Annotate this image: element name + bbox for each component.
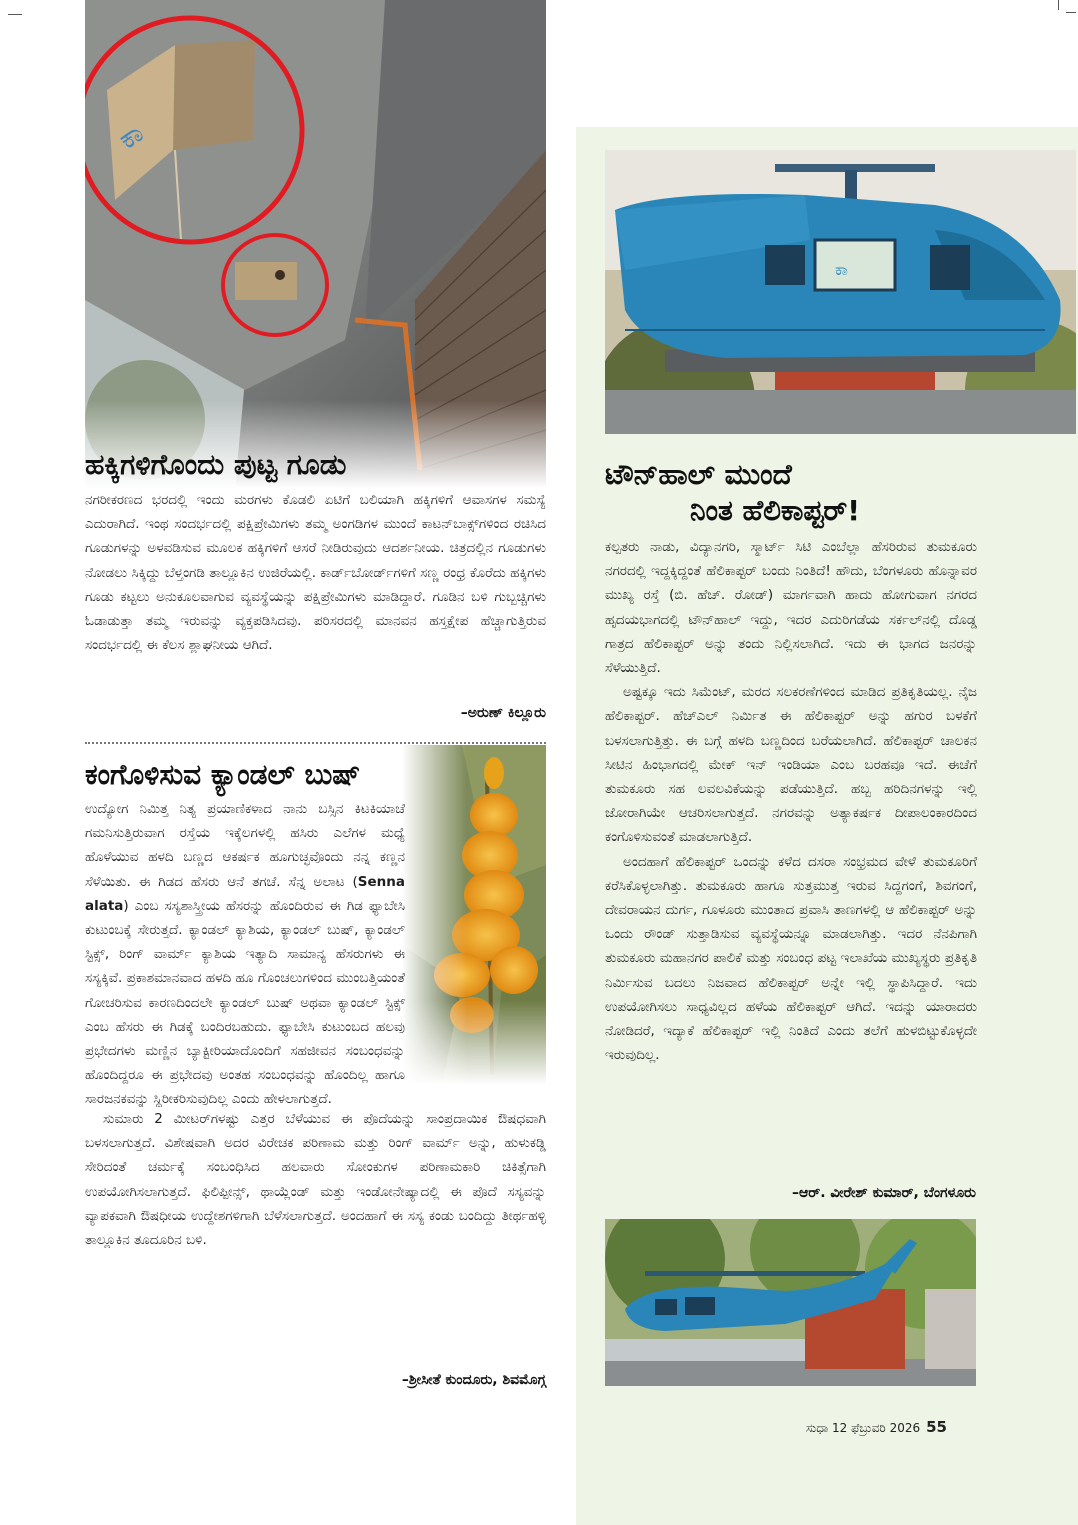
story3-paragraph-1: ಕಲ್ಪತರು ನಾಡು, ವಿದ್ಯಾನಗರಿ, ಸ್ಮಾರ್ಟ್ ಸಿಟಿ ಎಂಬೆಲ್ಲಾ ಹೆಸರಿರುವ ತುಮಕೂರು ನಗರದಲ್ಲಿ ಇದ್ದಕ್ಕಿದ್ದಂತೆ ಹೆಲಿಕಾಪ್ಟರ್ ಬಂದು ನಿಂತಿದೆ! ಹೌದು, ಬೆಂಗಳೂರು ಹೊನ್ನಾವರ ಮುಖ್ಯ ರಸ್ತೆ (ಬಿ. ಹೆಚ್. ರೋಡ್) ಮಾರ್ಗವಾಗಿ ಹಾದು ಹೋಗುವಾಗ ನಗರದ ಹೃದಯಭಾಗದಲ್ಲಿ ಟೌನ್‌ಹಾಲ್ ಇದ್ದು, ಇದರ ಎದುರಿಗಡೆಯ ಸರ್ಕಲ್‌ನಲ್ಲಿ ದೊಡ್ಡ ಗಾತ್ರದ ಹೆಲಿಕಾಪ್ಟರ್ ಅನ್ನು ತಂದು ನಿಲ್ಲಿಸಲಾಗಿದೆ. ಇದು ಈ ಭಾಗದ ಜನರನ್ನು ಸೆಳೆಯುತ್ತಿದೆ. (605, 539, 977, 677)
story2-byline: –ಶ್ರೀಸೀತೆ ಕುಂದೂರು, ಶಿವಮೊಗ್ಗ (401, 1372, 546, 1388)
story1-byline: –ಅರುಣ್ ಕಿಲ್ಲೂರು (460, 705, 546, 721)
page-number: 55 (926, 1418, 947, 1436)
crop-mark-top-left (8, 14, 22, 29)
story2-paragraph-1 (85, 797, 405, 1107)
crop-mark-top-right-h (1066, 12, 1076, 13)
story2-body-wrapped (85, 797, 405, 1107)
story2-title: ಕಂಗೊಳಿಸುವ ಕ್ಯಾಂಡಲ್ ಬುಷ್ (85, 758, 361, 791)
section-divider (85, 742, 546, 744)
story3-title-line2: ನಿಂತ ಹೆಲಿಕಾಪ್ಟರ್! (690, 494, 861, 527)
story1-body (85, 488, 546, 657)
story3-byline: –ಆರ್. ವೀರೇಶ್ ಕುಮಾರ್, ಬೆಂಗಳೂರು (792, 1185, 976, 1201)
story2-body-full (85, 1107, 546, 1252)
bird-box-photo (85, 0, 546, 488)
story1-title: ಹಕ್ಕಿಗಳಿಗೊಂದು ಪುಟ್ಟ ಗೂಡು (85, 448, 347, 481)
story3-title-line1: ಟೌನ್‌ಹಾಲ್ ಮುಂದೆ (605, 458, 792, 491)
story3-body (605, 535, 977, 1067)
story2-latin-name: Senna alata (85, 873, 405, 914)
helicopter-photo-secondary (605, 1219, 976, 1386)
footer-issue: ಸುಧಾ 12 ಫೆಬ್ರುವರಿ 2026 (806, 1421, 921, 1435)
story3-paragraph-3: ಅಂದಹಾಗೆ ಹೆಲಿಕಾಪ್ಟರ್ ಒಂದನ್ನು ಕಳೆದ ದಸರಾ ಸಂಭ್ರಮದ ವೇಳೆ ತುಮಕೂರಿಗೆ ಕರೆಸಿಕೊಳ್ಳಲಾಗಿತ್ತು. ತುಮಕೂರು ಹಾಗೂ ಸುತ್ತಮುತ್ತ ಇರುವ ಸಿದ್ದಗಂಗೆ, ಶಿವಗಂಗೆ, ದೇವರಾಯನ ದುರ್ಗ, ಗೂಳೂರು ಮುಂತಾದ ಪ್ರವಾಸಿ ತಾಣಗಳಲ್ಲಿ ಆ ಹೆಲಿಕಾಪ್ಟರ್ ಅನ್ನು ಒಂದು ರೌಂಡ್ ಸುತ್ತಾಡಿಸುವ ವ್ಯವಸ್ಥೆಯನ್ನೂ ಮಾಡಲಾಗಿತ್ತು. ಇದರ ನೆನಪಿಗಾಗಿ ತುಮಕೂರು ಮಹಾನಗರ ಪಾಲಿಕೆ ಮತ್ತು ಸಂಬಂಧ ಪಟ್ಟ ಇಲಾಖೆಯ ಮುಖ್ಯಸ್ಥರು ಪ್ರತಿಕೃತಿ ನಿರ್ಮಿಸುವ ಬದಲು ನಿಜವಾದ ಹೆಲಿಕಾಪ್ಟರ್ ಅನ್ನೇ ಇಲ್ಲಿ ಸ್ಥಾಪಿಸಿದ್ದಾರೆ. ಇದು ಉಪಯೋಗಿಸಲು ಸಾಧ್ಯವಿಲ್ಲದ ಹಳೆಯ ಹೆಲಿಕಾಪ್ಟರ್ ಆಗಿದೆ. ಇದನ್ನು ಯಾರಾದರು ನೋಡಿದರೆ, ಇದ್ಯಾಕೆ ಹೆಲಿಕಾಪ್ಟರ್ ಇಲ್ಲಿ ನಿಂತಿದೆ ಎಂದು ತಲೆಗೆ ಹುಳಬಿಟ್ಟುಕೊಳ್ಳದೇ ಇರುವುದಿಲ್ಲ. (605, 853, 977, 1064)
svg-text:ಕಾ: ಕಾ (112, 115, 150, 156)
svg-text:ಕಾ: ಕಾ (835, 260, 848, 279)
page-footer (806, 1418, 947, 1436)
story2-para1-end: ) ಎಂಬ ಸಸ್ಯಶಾಸ್ತ್ರೀಯ ಹೆಸರನ್ನು ಹೊಂದಿರುವ ಈ ಗಿಡ ಫ್ಯಾಬೇಸಿ ಕುಟುಂಬಕ್ಕೆ ಸೇರುತ್ತದೆ. ಕ್ಯಾಂಡಲ್ ಕ್ಯಾಶಿಯ, ಕ್ಯಾಂಡಲ್ ಬುಷ್, ಕ್ಯಾಂಡಲ್ ಸ್ಟಿಕ್ಸ್, ರಿಂಗ್ ವಾರ್ಮ್ ಕ್ಯಾಶಿಯ ಇತ್ಯಾದಿ ಸಾಮಾನ್ಯ ಹೆಸರುಗಳು ಈ ಸಸ್ಯಕ್ಕಿವೆ. ಪ್ರಕಾಶಮಾನವಾದ ಹಳದಿ ಹೂ ಗೊಂಚಲುಗಳಿಂದ ಮುಂಬತ್ತಿಯಂತೆ ಗೋಚರಿಸುವ ಕಾರಣದಿಂದಲೇ ಕ್ಯಾಂಡಲ್ ಬುಷ್ ಅಥವಾ ಕ್ಯಾಂಡಲ್ ಸ್ಟಿಕ್ಸ್ ಎಂಬ ಹೆಸರು ಈ ಗಿಡಕ್ಕೆ ಬಂದಿರಬಹುದು. ಫ್ಯಾಬೇಸಿ ಕುಟುಂಬದ ಹಲವು ಪ್ರಭೇದಗಳು ಮಣ್ಣಿನ ಬ್ಯಾಕ್ಟೀರಿಯಾದೊಂದಿಗೆ ಸಹಜೀವನ ಸಂಬಂಧವನ್ನು ಹೊಂದಿದ್ದರೂ ಈ ಪ್ರಭೇದವು ಅಂತಹ ಸಂಬಂಧವನ್ನು ಹೊಂದಿಲ್ಲ ಹಾಗೂ ಸಾರಜನಕವನ್ನು ಸ್ಥಿರೀಕರಿಸುವುದಿಲ್ಲ ಎಂದು ಹೇಳಲಾಗುತ್ತದೆ. (85, 897, 405, 1107)
story2-para1-start: ಉದ್ಯೋಗ ನಿಮಿತ್ತ ನಿತ್ಯ ಪ್ರಯಾಣಿಕಳಾದ ನಾನು ಬಸ್ಸಿನ ಕಿಟಕಿಯಾಚೆ ಗಮನಿಸುತ್ತಿರುವಾಗ ರಸ್ತೆಯ ಇಕ್ಕೆಲಗಳಲ್ಲಿ ಹಸಿರು ಎಲೆಗಳ ಮಧ್ಯೆ ಹೊಳೆಯುವ ಹಳದಿ ಬಣ್ಣದ ಆಕರ್ಷಕ ಹೂಗುಚ್ಛವೊಂದು ನನ್ನ ಕಣ್ಣನ ಸೆಳೆಯಿತು. ಈ ಗಿಡದ ಹೆಸರು ಆನೆ ತಗಚೆ. ಸೆನ್ನ ಅಲಾಟ ( (85, 801, 405, 890)
story2-paragraph-2: ಸುಮಾರು 2 ಮೀಟರ್‌ಗಳಷ್ಟು ಎತ್ತರ ಬೆಳೆಯುವ ಈ ಪೊದೆಯನ್ನು ಸಾಂಪ್ರದಾಯಿಕ ಔಷಧವಾಗಿ ಬಳಸಲಾಗುತ್ತದೆ. ವಿಶೇಷವಾಗಿ ಅದರ ವಿರೇಚಕ ಪರಿಣಾಮ ಮತ್ತು ರಿಂಗ್ ವಾರ್ಮ್ ಅನ್ನು, ಹುಳುಕಡ್ಡಿ ಸೇರಿದಂತೆ ಚರ್ಮಕ್ಕೆ ಸಂಬಂಧಿಸಿದ ಹಲವಾರು ಸೋಂಕುಗಳ ಪರಿಣಾಮಕಾರಿ ಚಿಕಿತ್ಸೆಗಾಗಿ ಉಪಯೋಗಿಸಲಾಗುತ್ತದೆ. ಫಿಲಿಪ್ಪೀನ್ಸ್, ಥಾಯ್ಲೆಂಡ್ ಮತ್ತು ಇಂಡೋನೇಷ್ಯಾದಲ್ಲಿ ಈ ಪೊದೆ ಸಸ್ಯವನ್ನು ವ್ಯಾಪಕವಾಗಿ ಔಷಧೀಯ ಉದ್ದೇಶಗಳಿಗಾಗಿ ಬೆಳೆಸಲಾಗುತ್ತದೆ. ಅಂದಹಾಗೆ ಈ ಸಸ್ಯ ಕಂಡು ಬಂದಿದ್ದು ತೀರ್ಥಹಳ್ಳಿ ತಾಲ್ಲೂಕಿನ ತೂದೂರಿನ ಬಳಿ. (85, 1111, 546, 1249)
crop-mark-top-right (1058, 0, 1059, 10)
helicopter-photo-main (605, 150, 1076, 434)
story3-paragraph-2: ಅಷ್ಟಕ್ಕೂ ಇದು ಸಿಮೆಂಟ್, ಮರದ ಸಲಕರಣೆಗಳಿಂದ ಮಾಡಿದ ಪ್ರತಿಕೃತಿಯಲ್ಲ. ನೈಜ ಹೆಲಿಕಾಪ್ಟರ್. ಹೆಚ್‌ಎಲ್ ನಿರ್ಮಿತ ಈ ಹೆಲಿಕಾಪ್ಟರ್ ಅನ್ನು ಹಗುರ ಬಳಕೆಗೆ ಬಳಸಲಾಗುತ್ತಿತ್ತು. ಈ ಬಗ್ಗೆ ಹಳದಿ ಬಣ್ಣದಿಂದ ಬರೆಯಲಾಗಿದೆ. ಹೆಲಿಕಾಪ್ಟರ್ ಚಾಲಕನ ಸೀಟಿನ ಹಿಂಭಾಗದಲ್ಲಿ ಮೇಕ್ ಇನ್ ಇಂಡಿಯಾ ಎಂಬ ಬರಹವೂ ಇದೆ. ಈಚೆಗೆ ತುಮಕೂರು ಸಹ ಲವಲವಿಕೆಯನ್ನು ಪಡೆಯುತ್ತಿದೆ. ಹಬ್ಬ ಹರಿದಿನಗಳನ್ನು ಇಲ್ಲಿ ಜೋರಾಗಿಯೇ ಆಚರಿಸಲಾಗುತ್ತದೆ. ನಗರವನ್ನು ಅತ್ಯಾಕರ್ಷಕ ದೀಪಾಲಂಕಾರದಿಂದ ಕಂಗೊಳಿಸುವಂತೆ ಮಾಡಲಾಗುತ್ತಿದೆ. (605, 684, 977, 846)
story1-paragraph: ನಗರೀಕರಣದ ಭರದಲ್ಲಿ ಇಂದು ಮರಗಳು ಕೊಡಲಿ ಏಟಿಗೆ ಬಲಿಯಾಗಿ ಹಕ್ಕಿಗಳಿಗೆ ಆವಾಸಗಳ ಸಮಸ್ಯೆ ಎದುರಾಗಿದೆ. ಇಂಥ ಸಂದರ್ಭದಲ್ಲಿ ಪಕ್ಷಿಪ್ರೇಮಿಗಳು ತಮ್ಮ ಅಂಗಡಿಗಳ ಮುಂದೆ ಕಾಟನ್‌ಬಾಕ್ಸ್‌ಗಳಿಂದ ರಚಿಸಿದ ಗೂಡುಗಳನ್ನು ಅಳವಡಿಸುವ ಮೂಲಕ ಹಕ್ಕಿಗಳಿಗೆ ಆಸರೆ ನೀಡಿರುವುದು ಆದರ್ಶನೀಯ. ಚಿತ್ರದಲ್ಲಿನ ಗೂಡುಗಳು ನೋಡಲು ಸಿಕ್ಕಿದ್ದು ಬೆಳ್ತಂಗಡಿ ತಾಲ್ಲೂಕಿನ ಉಜಿರೆಯಲ್ಲಿ. ಕಾರ್ಡ್‌ಬೋರ್ಡ್‌ಗಳಿಗೆ ಸಣ್ಣ ರಂಧ್ರ ಕೊರೆದು ಹಕ್ಕಿಗಳು ಗೂಡು ಕಟ್ಟಲು ಅನುಕೂಲವಾಗುವ ವ್ಯವಸ್ಥೆಯನ್ನು ಪಕ್ಷಿಪ್ರೇಮಿಗಳು ಮಾಡಿದ್ದಾರೆ. ಗೂಡಿನ ಬಳಿ ಗುಬ್ಬಚ್ಚಿಗಳು ಓಡಾಡುತ್ತಾ ತಮ್ಮ ಇರುವನ್ನು ವ್ಯಕ್ತಪಡಿಸಿದವು. ಪರಿಸರದಲ್ಲಿ ಮಾನವನ ಹಸ್ತಕ್ಷೇಪ ಹೆಚ್ಚಾಗುತ್ತಿರುವ ಸಂದರ್ಭದಲ್ಲಿ ಈ ಕೆಲಸ ಶ್ಲಾಘನೀಯ ಆಗಿದೆ. (85, 492, 546, 654)
candle-bush-flower-photo (402, 745, 546, 1085)
